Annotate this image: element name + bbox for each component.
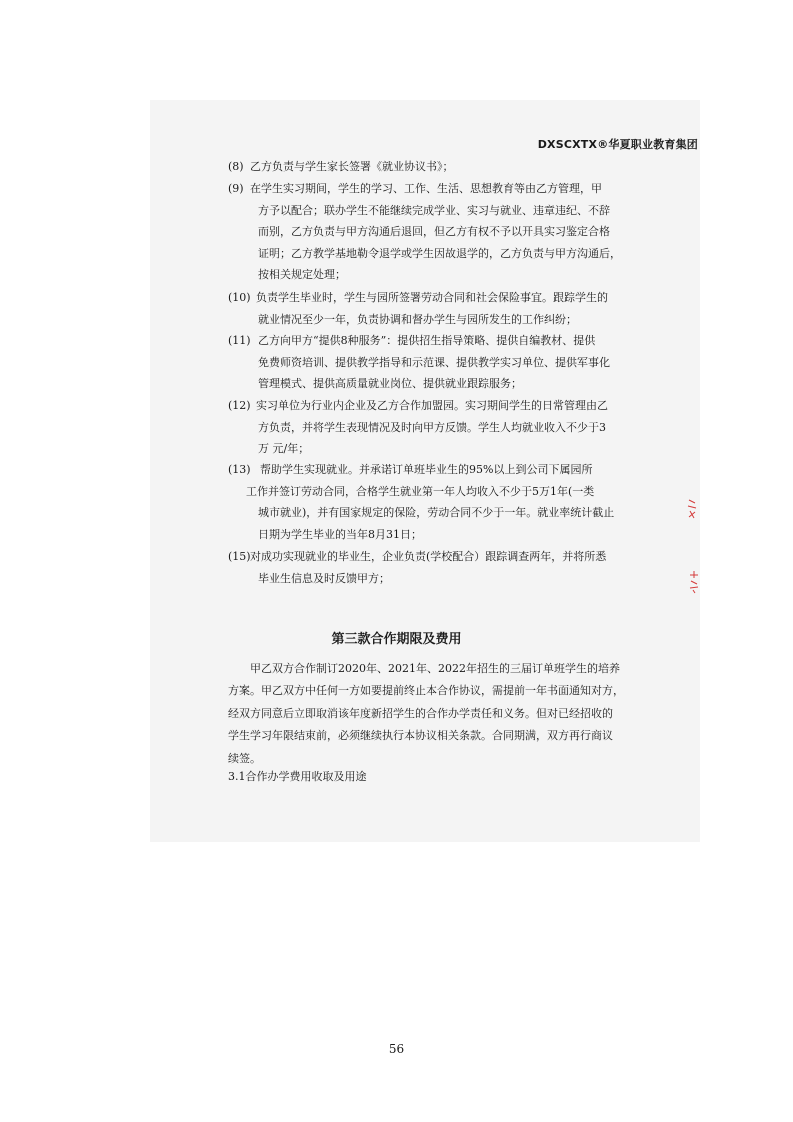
item-number: (8) [228, 160, 244, 173]
seal-fragment [688, 570, 700, 594]
item-text: 管理模式、提供高质量就业岗位、提供就业跟踪服务； [258, 377, 522, 391]
seal-fragment [686, 498, 698, 520]
item-number: (9) [228, 182, 244, 195]
section-paragraph [228, 658, 624, 770]
paragraph-line: 甲乙双方合作制订2020年、2021年、2022年招生的三届订单班学生的培养 [250, 662, 620, 675]
item-text: 负责学生毕业时，学生与园所签署劳动合同和社会保险事宜。跟踪学生的 [256, 291, 608, 304]
header-title: DXSCXTX®华夏职业教育集团 [537, 138, 698, 151]
item-text: 证明；乙方教学基地勒令退学或学生因故退学的，乙方负责与甲方沟通后， [258, 246, 621, 260]
list-item [228, 156, 454, 178]
list-item [228, 546, 606, 589]
item-text: 就业情况至少一年，负责协调和督办学生与园所发生的工作纠纷； [258, 312, 577, 326]
item-text: 免费师资培训、提供教学指导和示范课、提供教学实习单位、提供军事化 [258, 355, 610, 369]
item-number: (10) [228, 291, 251, 304]
list-item [228, 287, 608, 330]
item-text: 乙方负责与学生家长签署《就业协议书》； [250, 160, 454, 173]
item-number: (11) [228, 334, 251, 347]
item-text: 乙方向甲方“提供8种服务”：提供招生指导策略、提供自编教材、提供 [258, 334, 596, 347]
list-item [228, 459, 614, 545]
item-text: 方予以配合；联办学生不能继续完成学业、实习与就业、违章违纪、不辞 [258, 203, 610, 217]
list-item [228, 330, 610, 395]
section-heading: 第三款合作期限及费用 [331, 632, 462, 647]
item-text: 工作并签订劳动合同，合格学生就业第一年人均收入不少于5万1年(一类 [246, 484, 595, 498]
paragraph-line: 经双方同意后立即取消该年度新招学生的合作办学责任和义务。但对已经招收的 [228, 706, 613, 720]
item-text: 城市就业)，并有国家规定的保险，劳动合同不少于一年。就业率统计截止 [258, 506, 615, 520]
item-text: 对成功实现就业的毕业生，企业负责(学校配合）跟踪调查两年，并将所悉 [250, 550, 607, 563]
item-text: 日期为学生毕业的当年8月31日； [258, 527, 422, 541]
paragraph-line: 续签。 [228, 751, 261, 765]
item-text: 按相关规定处理； [258, 268, 346, 282]
item-text: 万 元/年； [258, 442, 310, 456]
item-number: (13) [228, 463, 251, 476]
paragraph-line: 方案。甲乙双方中任何一方如要提前终止本合作协议，需提前一年书面通知对方， [228, 684, 624, 698]
item-text: 帮助学生实现就业。并承诺订单班毕业生的95%以上到公司下属园所 [260, 463, 593, 476]
item-text: 实习单位为行业内企业及乙方合作加盟园。实习期间学生的日常管理由乙 [256, 399, 608, 412]
item-text: 方负责，并将学生表现情况及时向甲方反馈。学生人均就业收入不少于3 [258, 420, 606, 434]
item-text: 在学生实习期间，学生的学习、工作、生活、思想教育等由乙方管理，甲 [250, 182, 602, 195]
list-item [228, 178, 621, 286]
item-number: (15) [228, 550, 251, 563]
page-number: 56 [388, 1042, 405, 1056]
item-text: 而别，乙方负责与甲方沟通后退回，但乙方有权不予以开具实习鉴定合格 [258, 225, 610, 239]
item-text: 毕业生信息及时反馈甲方； [258, 571, 390, 585]
paragraph-line: 学生学习年限结束前，必须继续执行本协议相关条款。合同期满，双方再行商议 [228, 729, 613, 743]
list-item [228, 395, 608, 460]
item-number: (12) [228, 399, 251, 412]
subsection-heading: 3.1合作办学费用收取及用途 [228, 770, 367, 783]
